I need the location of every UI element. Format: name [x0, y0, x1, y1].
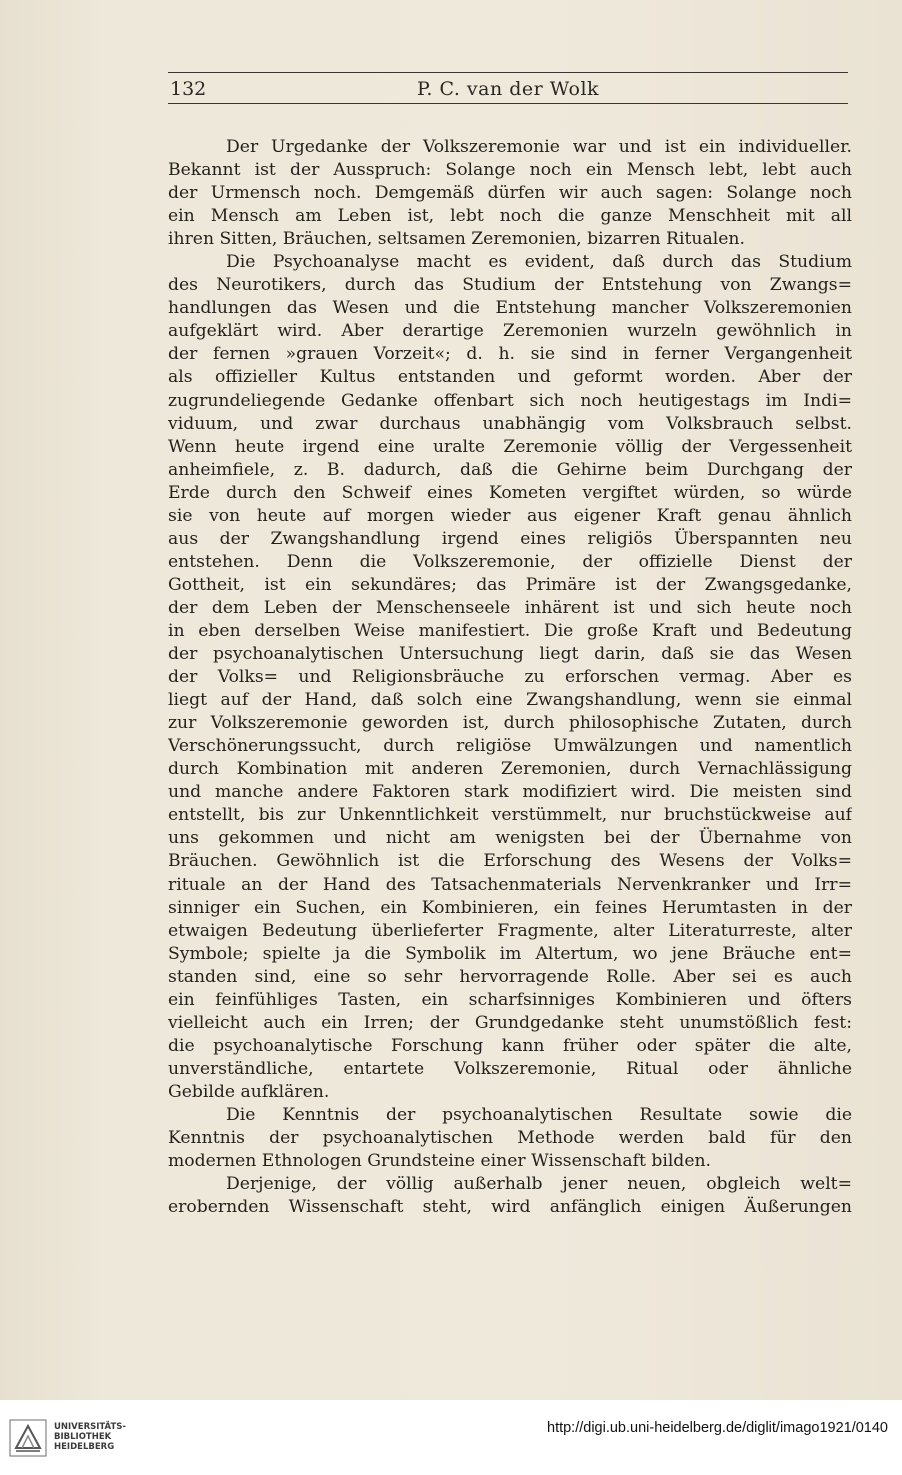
text-line: unverständliche, entartete Volkszeremonie, Ritual oder ähnliche — [168, 1058, 852, 1079]
text-line: ihren Sitten, Bräuchen, seltsamen Zeremonien, bizarren Ritualen. — [168, 229, 745, 250]
text-line: der dem Leben der Menschenseele inhärent ist und sich heute noch — [168, 597, 852, 618]
text-line: modernen Ethnologen Grundsteine einer Wissenschaft bilden. — [168, 1151, 712, 1172]
page-number: 132 — [170, 78, 207, 100]
text-line: der Urmensch noch. Demgemäß dürfen wir auch sagen: Solange noch — [168, 183, 852, 204]
text-line: sinniger ein Suchen, ein Kombinieren, ein feines Herumtasten in der — [168, 897, 852, 918]
text-line: ein Mensch am Leben ist, lebt noch die ganze Menschheit mit all — [168, 206, 852, 227]
page-header — [168, 76, 848, 102]
text-line: Bekannt ist der Ausspruch: Solange noch ein Mensch lebt, lebt auch — [168, 160, 852, 181]
source-url-link[interactable]: http://digi.ub.uni-heidelberg.de/diglit/imago1921/0140 — [547, 1420, 888, 1436]
library-name-line: HEIDELBERG — [54, 1442, 115, 1452]
text-line: Die Psychoanalyse macht es evident, daß durch das Studium — [226, 252, 852, 273]
text-line: etwaigen Bedeutung überlieferter Fragmente, alter Literaturreste, alter — [168, 920, 852, 941]
text-line: standen sind, eine so sehr hervorragende Rolle. Aber sei es auch — [168, 966, 852, 987]
text-line: Derjenige, der völlig außerhalb jener neuen, obgleich welt= — [226, 1174, 852, 1195]
text-line: Die Kenntnis der psychoanalytischen Resultate sowie die — [226, 1104, 852, 1125]
text-line: handlungen das Wesen und die Entstehung mancher Volkszeremonien — [168, 298, 852, 319]
text-line: zur Volkszeremonie geworden ist, durch philosophische Zutaten, durch — [168, 713, 852, 734]
running-head: P. C. van der Wolk — [416, 78, 600, 100]
text-line: viduum, und zwar durchaus unabhängig vom Volksbrauch selbst. — [168, 413, 852, 434]
text-line: aufgeklärt wird. Aber derartige Zeremonien wurzeln gewöhnlich in — [168, 321, 852, 342]
text-line: die psychoanalytische Forschung kann früher oder später die alte, — [168, 1035, 852, 1056]
text-line: uns gekommen und nicht am wenigsten bei der Übernahme von — [168, 828, 852, 849]
text-line: anheimfiele, z. B. dadurch, daß die Gehirne beim Durchgang der — [168, 459, 852, 480]
text-line: Bräuchen. Gewöhnlich ist die Erforschung des Wesens der Volks= — [168, 851, 852, 872]
text-line: in eben derselben Weise manifestiert. Die große Kraft und Bedeutung — [168, 620, 852, 641]
digitization-footer — [0, 1400, 902, 1475]
text-line: Erde durch den Schweif eines Kometen vergiftet würden, so würde — [168, 482, 852, 503]
text-line: vielleicht auch ein Irren; der Grundgedanke steht unumstößlich fest: — [168, 1012, 852, 1033]
heidelberg-library-logo-icon — [8, 1418, 48, 1458]
text-line: Wenn heute irgend eine uralte Zeremonie völlig der Vergessenheit — [168, 436, 852, 457]
text-line: Gottheit, ist ein sekundäres; das Primäre ist der Zwangsgedanke, — [168, 574, 852, 595]
header-rule-bottom — [168, 103, 848, 104]
text-line: aus der Zwangshandlung irgend eines religiös Überspannten neu — [168, 528, 852, 549]
library-name — [54, 1422, 126, 1452]
text-line: Der Urgedanke der Volkszeremonie war und ist ein individueller. — [226, 137, 852, 157]
library-name-line: UNIVERSITÄTS- — [54, 1422, 126, 1432]
text-line: der fernen »grauen Vorzeit«; d. h. sie sind in ferner Vergangenheit — [168, 344, 852, 365]
text-line: durch Kombination mit anderen Zeremonien, durch Vernachlässigung — [168, 759, 852, 780]
text-line: Verschönerungssucht, durch religiöse Umwälzungen und namentlich — [168, 736, 852, 757]
text-line: sie von heute auf morgen wieder aus eigener Kraft genau ähnlich — [168, 505, 852, 526]
body-text — [168, 136, 852, 1219]
text-line: zugrundeliegende Gedanke offenbart sich noch heutigestags im Indi= — [168, 390, 852, 411]
library-name-line: BIBLIOTHEK — [54, 1432, 112, 1442]
text-line: ein feinfühliges Tasten, ein scharfsinniges Kombinieren und öfters — [168, 989, 852, 1010]
text-line: erobernden Wissenschaft steht, wird anfänglich einigen Äußerungen — [168, 1197, 852, 1218]
text-line: der Volks= und Religionsbräuche zu erforschen vermag. Aber es — [168, 667, 852, 688]
text-line: Symbole; spielte ja die Symbolik im Altertum, wo jene Bräuche ent= — [168, 943, 852, 964]
header-rule-top — [168, 72, 848, 73]
text-line: und manche andere Faktoren stark modifiziert wird. Die meisten sind — [168, 782, 852, 803]
text-line: entstehen. Denn die Volkszeremonie, der offizielle Dienst der — [168, 551, 852, 572]
text-line: Kenntnis der psychoanalytischen Methode werden bald für den — [168, 1128, 852, 1149]
text-line: entstellt, bis zur Unkenntlichkeit verstümmelt, nur bruchstückweise auf — [168, 805, 852, 826]
text-line: der psychoanalytischen Untersuchung liegt darin, daß sie das Wesen — [168, 644, 852, 665]
text-line: rituale an der Hand des Tatsachenmaterials Nervenkranker und Irr= — [168, 874, 852, 895]
text-line: als offizieller Kultus entstanden und geformt worden. Aber der — [168, 367, 852, 388]
text-line: liegt auf der Hand, daß solch eine Zwangshandlung, wenn sie einmal — [168, 690, 852, 711]
text-line: Gebilde aufklären. — [168, 1081, 330, 1102]
text-line: des Neurotikers, durch das Studium der Entstehung von Zwangs= — [168, 275, 852, 296]
